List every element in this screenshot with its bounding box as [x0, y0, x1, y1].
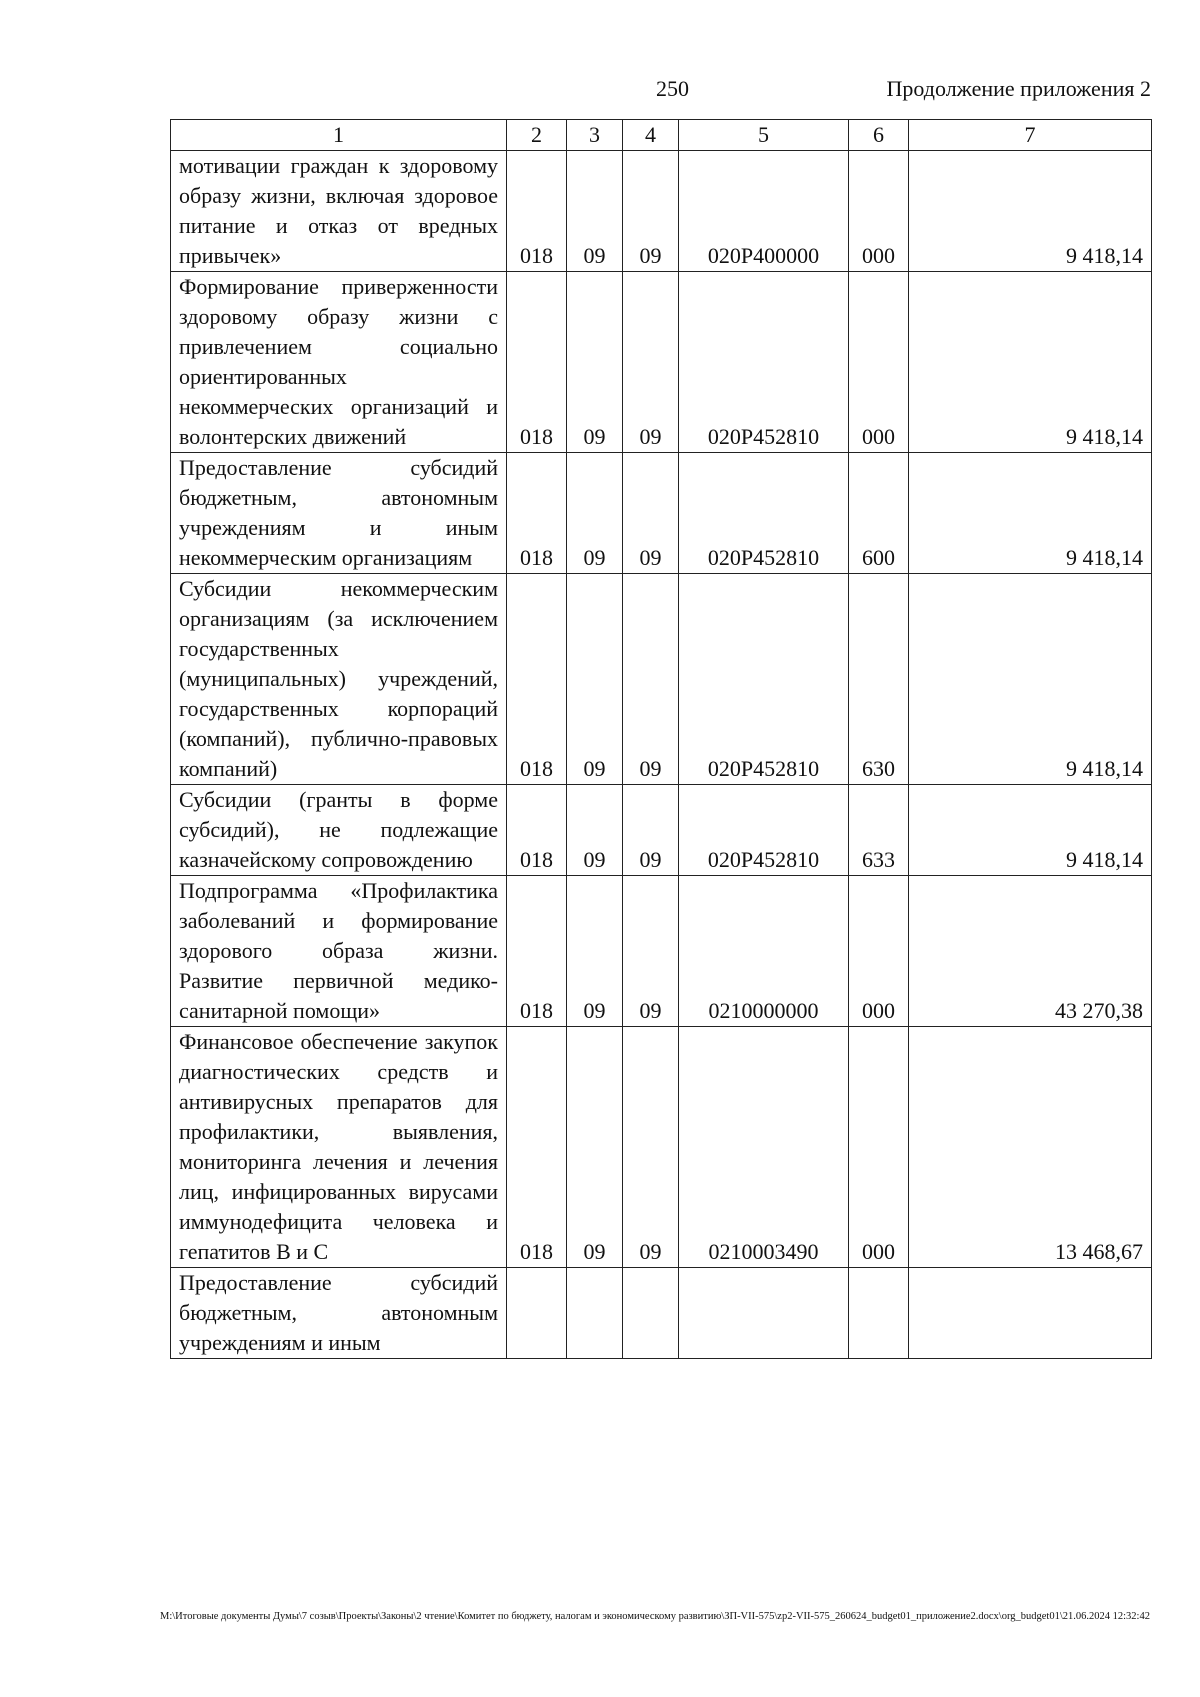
row-expense-type: 000 — [849, 876, 909, 1027]
row-amount: 43 270,38 — [909, 876, 1152, 1027]
row-expense-type: 630 — [849, 574, 909, 785]
row-expense-type: 000 — [849, 1027, 909, 1268]
table-row — [171, 1027, 1152, 1268]
row-name: Субсидии (гранты в форме субсидий), не подлежащие казначейскому сопровождению — [171, 785, 507, 876]
row-ministry-code: 018 — [507, 1027, 567, 1268]
row-ministry-code: 018 — [507, 876, 567, 1027]
table-row — [171, 151, 1152, 272]
table-row — [171, 876, 1152, 1027]
row-section: 09 — [567, 574, 623, 785]
row-amount: 9 418,14 — [909, 453, 1152, 574]
row-subsection: 09 — [623, 785, 679, 876]
row-ministry-code: 018 — [507, 574, 567, 785]
row-amount — [909, 1268, 1152, 1359]
column-header-1: 1 — [171, 120, 507, 151]
row-name: Формирование приверженности здоровому образу жизни с привлечением социально ориентированных некоммерческих организаций и волонтерских движений — [171, 272, 507, 453]
row-section: 09 — [567, 272, 623, 453]
row-ministry-code: 018 — [507, 453, 567, 574]
row-name: Финансовое обеспечение закупок диагностических средств и антивирусных препаратов для профилактики, выявления, мониторинга лечения и лечения лиц, инфицированных вирусами иммунодефицита человека и гепатитов В и С — [171, 1027, 507, 1268]
column-header-5: 5 — [679, 120, 849, 151]
row-name: Предоставление субсидий бюджетным, автономным учреждениям и иным — [171, 1268, 507, 1359]
table-row — [171, 785, 1152, 876]
row-amount: 9 418,14 — [909, 151, 1152, 272]
table-row — [171, 272, 1152, 453]
row-target-article: 020P452810 — [679, 785, 849, 876]
row-target-article: 0210003490 — [679, 1027, 849, 1268]
row-section: 09 — [567, 876, 623, 1027]
row-amount: 9 418,14 — [909, 785, 1152, 876]
row-name: мотивации граждан к здоровому образу жизни, включая здоровое питание и отказ от вредных привычек» — [171, 151, 507, 272]
column-header-3: 3 — [567, 120, 623, 151]
budget-table — [170, 119, 1152, 1359]
table-row — [171, 453, 1152, 574]
row-expense-type: 000 — [849, 151, 909, 272]
row-subsection: 09 — [623, 574, 679, 785]
row-target-article — [679, 1268, 849, 1359]
row-subsection: 09 — [623, 453, 679, 574]
row-subsection: 09 — [623, 876, 679, 1027]
column-header-2: 2 — [507, 120, 567, 151]
row-ministry-code — [507, 1268, 567, 1359]
column-header-7: 7 — [909, 120, 1152, 151]
page-header — [0, 76, 1200, 108]
row-target-article: 020P452810 — [679, 574, 849, 785]
row-amount: 9 418,14 — [909, 574, 1152, 785]
row-expense-type: 633 — [849, 785, 909, 876]
page-number: 250 — [656, 76, 689, 101]
row-target-article: 020P452810 — [679, 453, 849, 574]
continuation-label: Продолжение приложения 2 — [886, 76, 1151, 101]
row-section: 09 — [567, 1027, 623, 1268]
row-subsection — [623, 1268, 679, 1359]
row-amount: 13 468,67 — [909, 1027, 1152, 1268]
row-section: 09 — [567, 785, 623, 876]
row-expense-type: 600 — [849, 453, 909, 574]
row-target-article: 020P400000 — [679, 151, 849, 272]
row-name: Подпрограмма «Профилактика заболеваний и формирование здорового образа жизни. Развитие первичной медико-санитарной помощи» — [171, 876, 507, 1027]
row-expense-type: 000 — [849, 272, 909, 453]
column-header-6: 6 — [849, 120, 909, 151]
row-expense-type — [849, 1268, 909, 1359]
row-section — [567, 1268, 623, 1359]
row-ministry-code: 018 — [507, 785, 567, 876]
row-section: 09 — [567, 453, 623, 574]
column-header-4: 4 — [623, 120, 679, 151]
row-subsection: 09 — [623, 1027, 679, 1268]
row-target-article: 020P452810 — [679, 272, 849, 453]
row-subsection: 09 — [623, 151, 679, 272]
table-row — [171, 574, 1152, 785]
row-ministry-code: 018 — [507, 272, 567, 453]
row-ministry-code: 018 — [507, 151, 567, 272]
column-header-row — [171, 120, 1152, 151]
row-section: 09 — [567, 151, 623, 272]
row-name: Предоставление субсидий бюджетным, автономным учреждениям и иным некоммерческим организациям — [171, 453, 507, 574]
row-name: Субсидии некоммерческим организациям (за исключением государственных (муниципальных) учреждений, государственных корпораций (компаний), публично-правовых компаний) — [171, 574, 507, 785]
row-subsection: 09 — [623, 272, 679, 453]
row-target-article: 0210000000 — [679, 876, 849, 1027]
file-path-footer: M:\Итоговые документы Думы\7 созыв\Проекты\Законы\2 чтение\Комитет по бюджету, налогам и экономическому развитию\ЗП-VII-575\zp2-VII-575_260624_budget01_приложение2.docx\org_budget01\21.06.2024 12:32:42 — [160, 1611, 1150, 1622]
table-row — [171, 1268, 1152, 1359]
row-amount: 9 418,14 — [909, 272, 1152, 453]
